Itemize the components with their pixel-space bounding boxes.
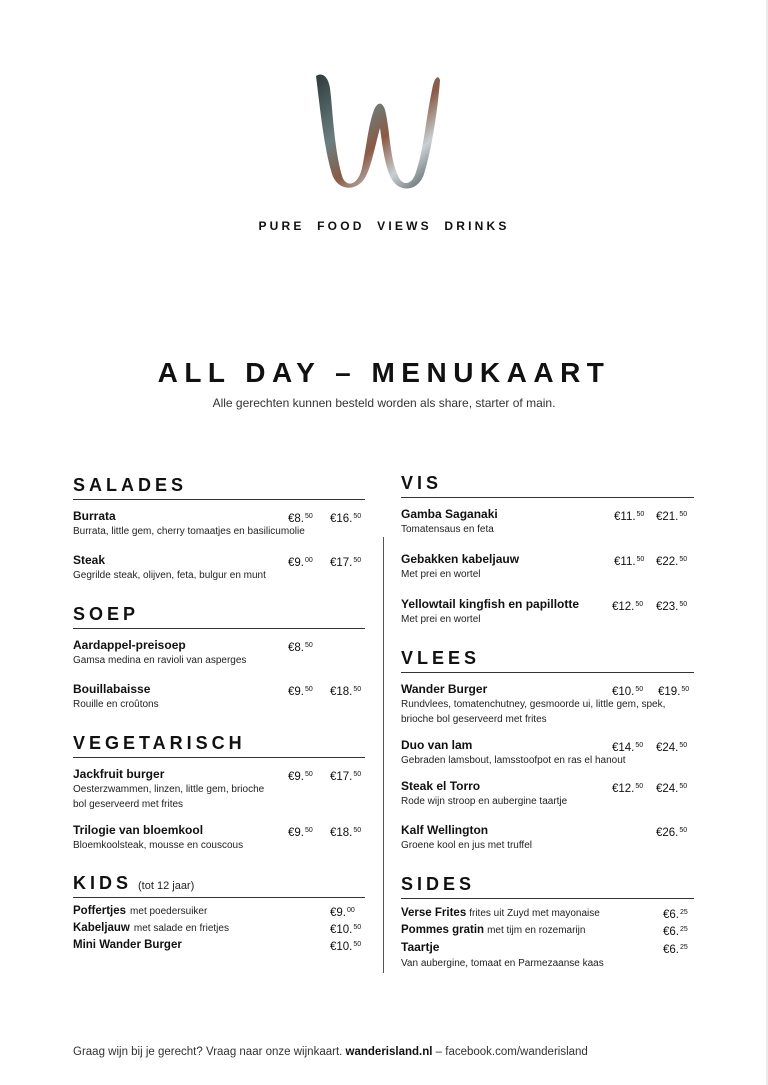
menu-item: [401, 597, 694, 627]
menu-item: [401, 922, 694, 939]
item-description: Groene kool en jus met truffel: [401, 840, 532, 851]
item-price: €6.25: [663, 926, 688, 938]
menu-item: [73, 553, 365, 583]
item-price-large: €22.50: [656, 556, 688, 568]
section-heading: VEGETARISCH: [73, 732, 365, 758]
page-subtitle: Alle gerechten kunnen besteld worden als share, starter of main.: [212, 396, 556, 410]
item-description: met poedersuiker: [130, 906, 208, 917]
item-description: met tijm en rozemarijn: [487, 925, 586, 936]
item-name: Verse Frites: [401, 907, 467, 919]
menu-item: [73, 767, 365, 812]
right-column: [401, 472, 694, 971]
item-name: Wander Burger: [401, 682, 488, 696]
item-price: €10.50: [330, 924, 362, 936]
item-description: Rundvlees, tomatenchutney, gesmoorde ui, little gem, spek, brioche bol geserveerd met frites: [401, 699, 666, 725]
item-price-large: €24.50: [656, 783, 688, 795]
menu-item: [401, 779, 694, 809]
item-description: Gebraden lamsbout, lamsstoofpot en ras el hanout: [401, 755, 626, 766]
left-column: [73, 474, 365, 954]
menu-item: [73, 920, 365, 937]
menu-item: [73, 937, 365, 954]
menu-item: [401, 905, 694, 922]
item-price: €10.50: [330, 941, 362, 953]
item-price-small: €12.50: [612, 783, 644, 795]
section-heading: SIDES: [401, 873, 694, 899]
menu-item: [73, 509, 365, 539]
item-price-small: €14.50: [612, 742, 644, 754]
item-price: €9.00: [330, 907, 355, 919]
menu-item: [401, 552, 694, 582]
section-heading: VLEES: [401, 647, 694, 673]
item-price-small: €9.50: [288, 771, 313, 783]
item-price-large: €17.50: [330, 771, 362, 783]
item-name: Jackfruit burger: [73, 767, 165, 781]
section-soep: [73, 603, 365, 712]
wander-logo-image: [308, 68, 444, 192]
item-name: Gamba Saganaki: [401, 507, 498, 521]
item-price-small: €8.50: [288, 642, 313, 654]
footer-social-link[interactable]: – facebook.com/wanderisland: [435, 1046, 588, 1058]
item-price-large: €23.50: [656, 601, 688, 613]
item-price: €6.25: [663, 944, 688, 956]
item-description: Oesterzwammen, linzen, little gem, brioche bol geserveerd met frites: [73, 784, 265, 810]
item-name: Duo van lam: [401, 738, 473, 752]
item-price-small: €9.50: [288, 686, 313, 698]
footer-note: [73, 1046, 695, 1058]
menu-item: [73, 638, 365, 668]
item-name: Trilogie van bloemkool: [73, 823, 204, 837]
item-description: Gamsa medina en ravioli van asperges: [73, 655, 247, 666]
item-name: Gebakken kabeljauw: [401, 552, 520, 566]
item-price-small: €10.50: [612, 686, 644, 698]
item-description: Burrata, little gem, cherry tomaatjes en basilicumolie: [73, 526, 305, 537]
item-name: Steak: [73, 553, 106, 567]
item-price-large: €19.50: [658, 686, 690, 698]
item-price: €6.25: [663, 909, 688, 921]
item-name: Yellowtail kingfish en papillotte: [401, 597, 580, 611]
item-name: Aardappel-preisoep: [73, 638, 186, 652]
kids-list: [73, 903, 365, 954]
item-name: Kalf Wellington: [401, 823, 489, 837]
item-price-large: €18.50: [330, 827, 362, 839]
item-price-small: €11.50: [614, 511, 645, 523]
item-description: Met prei en wortel: [401, 614, 481, 625]
menu-item: [401, 939, 694, 971]
item-description: Met prei en wortel: [401, 569, 481, 580]
column-divider: [383, 537, 384, 973]
section-heading: SOEP: [73, 603, 365, 629]
item-name: Taartje: [401, 940, 440, 954]
item-name: Mini Wander Burger: [73, 939, 182, 951]
item-description: Rode wijn stroop en aubergine taartje: [401, 796, 568, 807]
footer-website-link[interactable]: wanderisland.nl: [345, 1046, 433, 1058]
item-description: Bloemkoolsteak, mousse en couscous: [73, 840, 244, 851]
section-note: (tot 12 jaar): [138, 880, 195, 892]
item-description: Gegrilde steak, olijven, feta, bulgur en munt: [73, 570, 266, 581]
item-name: Bouillabaisse: [73, 682, 151, 696]
section-vegetarisch: [73, 732, 365, 853]
item-description: met salade en frietjes: [133, 923, 229, 934]
item-price-small: €9.50: [288, 827, 313, 839]
section-vis: [401, 472, 694, 627]
item-price-large: €26.50: [656, 827, 688, 839]
item-price-large: €16.50: [330, 513, 362, 525]
item-description: Rouille en croûtons: [73, 699, 159, 710]
item-price-large: €21.50: [656, 511, 688, 523]
section-vlees: [401, 647, 694, 853]
item-price-large: €18.50: [330, 686, 362, 698]
section-heading: VIS: [401, 472, 694, 498]
item-description: Van aubergine, tomaat en Parmezaanse kaas: [401, 958, 604, 969]
item-name: Poffertjes: [73, 905, 127, 917]
item-price-small: €11.50: [614, 556, 645, 568]
tagline: PURE FOOD VIEWS DRINKS: [258, 219, 510, 233]
section-sides: [401, 873, 694, 971]
menu-item: [73, 823, 365, 853]
menu-item: [401, 507, 694, 537]
footer-text: Graag wijn bij je gerecht? Vraag naar onze wijnkaart.: [73, 1046, 343, 1058]
item-price-small: €9.00: [288, 557, 313, 569]
menu-item: [73, 903, 365, 920]
section-salades: [73, 474, 365, 583]
item-description: frites uit Zuyd met mayonaise: [469, 908, 600, 919]
item-name: Steak el Torro: [401, 779, 481, 793]
section-title: KIDS: [73, 873, 133, 893]
item-description: Tomatensaus en feta: [401, 524, 494, 535]
section-heading: [73, 872, 365, 898]
item-name: Kabeljauw: [73, 922, 130, 934]
menu-item: [401, 738, 694, 768]
page-title: ALL DAY – MENUKAART: [157, 357, 611, 388]
item-name: Burrata: [73, 509, 116, 523]
item-price-large: €24.50: [656, 742, 688, 754]
item-price-small: €8.50: [288, 513, 313, 525]
sides-list: [401, 905, 694, 971]
section-kids: [73, 872, 365, 954]
item-price-large: €17.50: [330, 557, 362, 569]
item-name: Pommes gratin: [401, 924, 485, 936]
item-price-small: €12.50: [612, 601, 644, 613]
section-heading: SALADES: [73, 474, 365, 500]
menu-item: [401, 682, 694, 727]
menu-item: [401, 823, 694, 853]
menu-item: [73, 682, 365, 712]
